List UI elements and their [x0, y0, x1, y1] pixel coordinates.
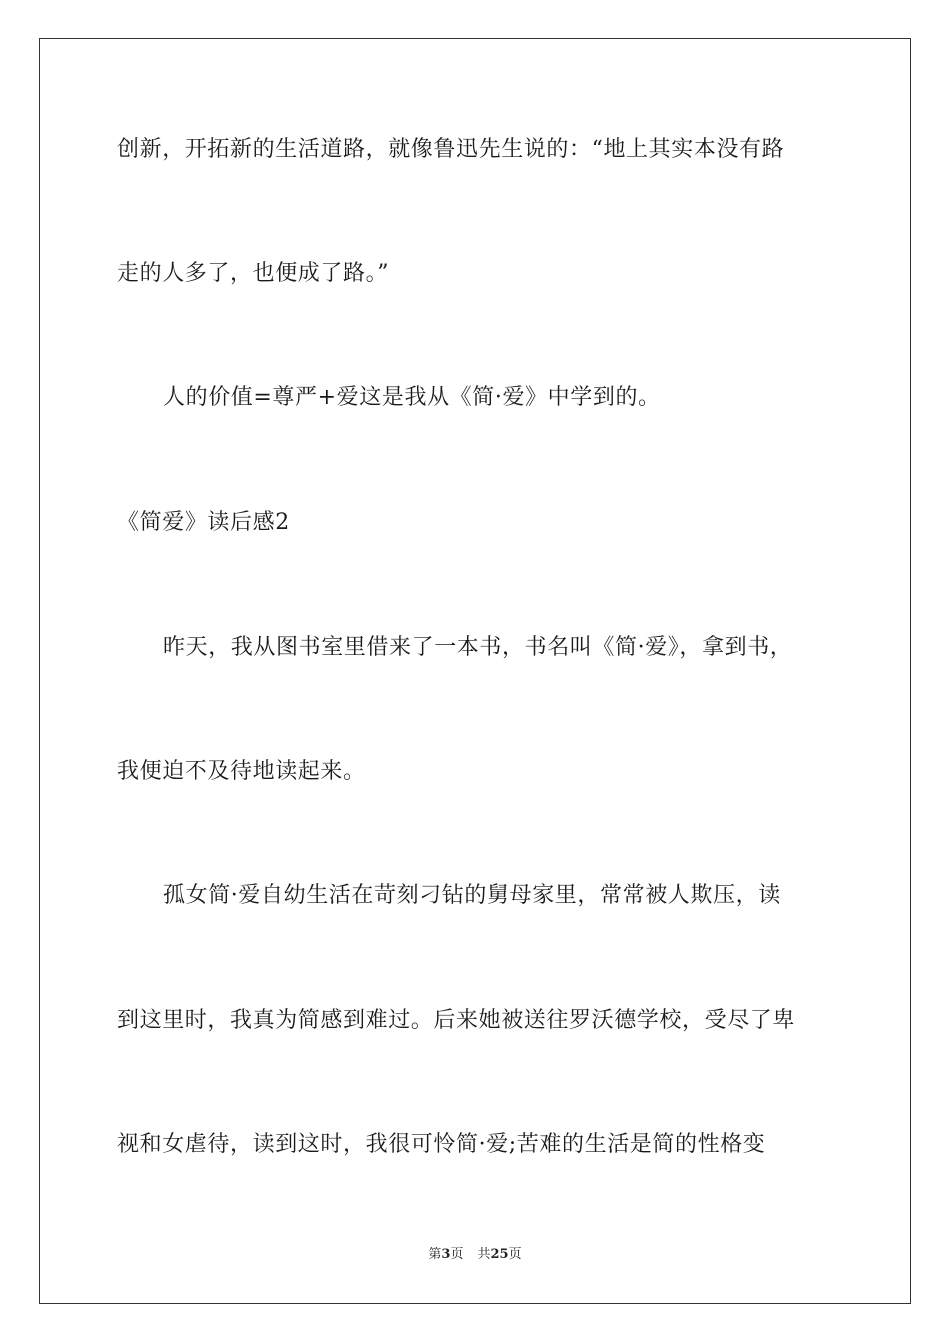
- total-pages: 25: [490, 1247, 509, 1262]
- text-line: 创新，开拓新的生活道路，就像鲁迅先生说的：“地上其实本没有路: [117, 137, 785, 162]
- section-heading: 《简爱》读后感2: [117, 510, 290, 535]
- paragraph-start-line: 昨天，我从图书室里借来了一本书，书名叫《简·爱》，拿到书，: [163, 635, 793, 660]
- total-suffix: 页: [508, 1247, 522, 1262]
- paragraph-start-line: 人的价值=尊严+爱这是我从《简·爱》中学到的。: [163, 385, 661, 410]
- text-line: 我便迫不及待地读起来。: [117, 759, 366, 784]
- text-line: 视和女虐待，读到这时，我很可怜简·爱;苦难的生活是简的性格变: [117, 1132, 766, 1157]
- page-number: 3: [441, 1247, 451, 1262]
- text-line: 走的人多了，也便成了路。”: [117, 261, 390, 286]
- page-footer: [0, 1246, 950, 1264]
- page-prefix: 第: [428, 1247, 442, 1262]
- page-suffix: 页: [450, 1247, 464, 1262]
- total-prefix: 共: [477, 1247, 491, 1262]
- page-border: [39, 38, 911, 1304]
- paragraph-start-line: 孤女简·爱自幼生活在苛刻刁钻的舅母家里，常常被人欺压，读: [163, 883, 781, 908]
- text-line: 到这里时，我真为简感到难过。后来她被送往罗沃德学校，受尽了卑: [117, 1008, 796, 1033]
